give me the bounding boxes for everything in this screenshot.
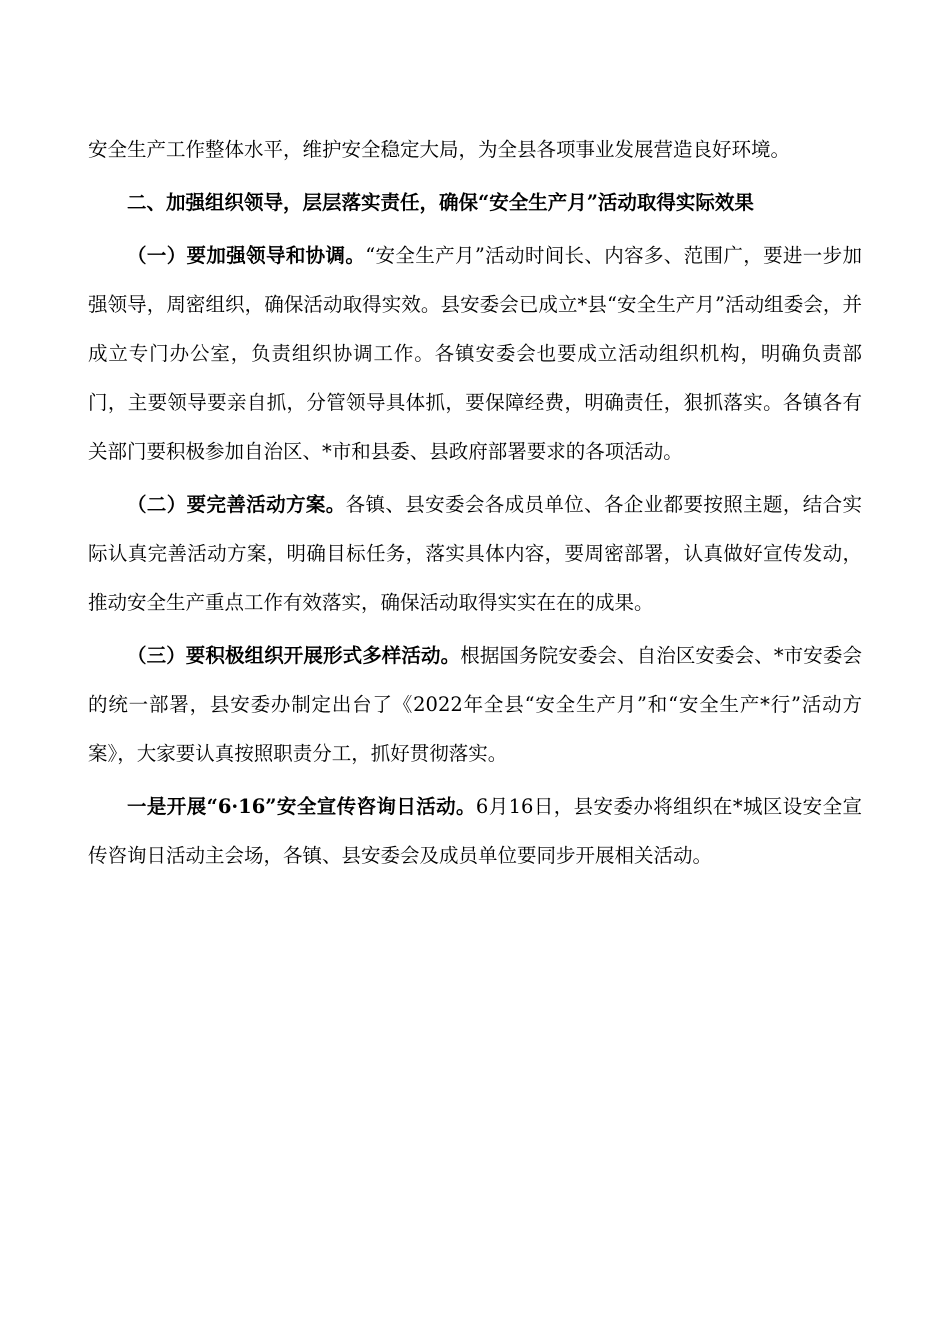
section-heading-text: 二、加强组织领导，层层落实责任，确保“安全生产月”活动取得实际效果 — [127, 191, 754, 214]
document-body — [88, 125, 862, 880]
paragraph-item-2 — [88, 480, 862, 627]
item-heading: （二）要完善活动方案。 — [127, 493, 346, 516]
paragraph-text: 根据国务院安委会、自治区安委会、*市安委会的统一部署，县安委办制定出台了《2022年全县“安全生产月”和“安全生产*行”活动方案》，大家要认真按照职责分工，抓好贯彻落实。 — [88, 644, 862, 765]
paragraph-text: 6月16日，县安委办将组织在*城区设安全宣传咨询日活动主会场，各镇、县安委会及成员单位要同步开展相关活动。 — [88, 795, 862, 867]
paragraph-text: 安全生产工作整体水平，维护安全稳定大局，为全县各项事业发展营造良好环境。 — [88, 138, 791, 161]
paragraph-subitem-1 — [88, 782, 862, 880]
paragraph-item-3 — [88, 631, 862, 778]
paragraph-continuation — [88, 125, 862, 174]
paragraph-item-1 — [88, 231, 862, 476]
item-heading: （三）要积极组织开展形式多样活动。 — [127, 644, 461, 667]
subitem-heading: 一是开展“6·16”安全宣传咨询日活动。 — [127, 795, 476, 818]
section-heading — [88, 178, 862, 227]
paragraph-text: “安全生产月”活动时间长、内容多、范围广，要进一步加强领导，周密组织，确保活动取得实效。县安委会已成立*县“安全生产月”活动组委会，并成立专门办公室，负责组织协调工作。各镇安委会也要成立活动组织机构，明确负责部门，主要领导要亲自抓，分管领导具体抓，要保障经费，明确责任，狠抓落实。各镇各有关部门要积极参加自治区、*市和县委、县政府部署要求的各项活动。 — [88, 244, 862, 463]
item-heading: （一）要加强领导和协调。 — [127, 244, 366, 267]
paragraph-text: 各镇、县安委会各成员单位、各企业都要按照主题，结合实际认真完善活动方案，明确目标任务，落实具体内容，要周密部署，认真做好宣传发动，推动安全生产重点工作有效落实，确保活动取得实实在在的成果。 — [88, 493, 862, 614]
